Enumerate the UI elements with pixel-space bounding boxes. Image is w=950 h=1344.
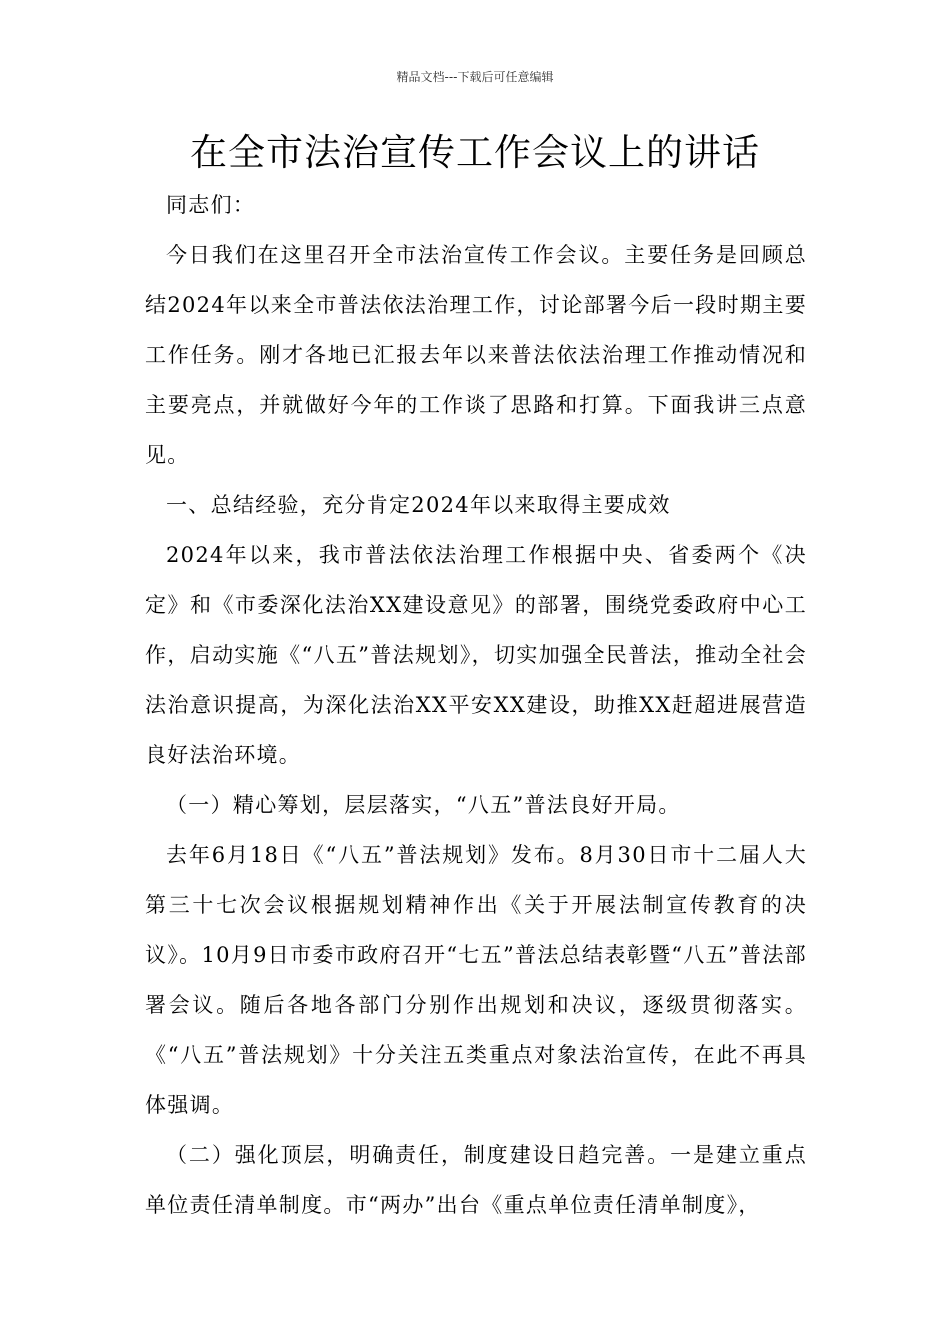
document-title: 在全市法治宣传工作会议上的讲话 xyxy=(190,131,760,174)
salutation: 同志们： xyxy=(166,193,256,217)
paragraph-top-level: （二）强化顶层，明确责任，制度建设日趋完善。一是建立重点单位责任清单制度。市“两办”出台《重点单位责任清单制度》， xyxy=(145,1143,807,1217)
section-heading-1: 一、总结经验，充分肯定2024年以来取得主要成效 xyxy=(166,493,671,517)
paragraph-intro: 今日我们在这里召开全市法治宣传工作会议。主要任务是回顾总结2024年以来全市普法依法治理工作，讨论部署今后一段时期主要工作任务。刚才各地已汇报去年以来普法依法治理工作推动情况和主要亮点，并就做好今年的工作谈了思路和打算。下面我讲三点意见。 xyxy=(145,243,807,467)
paragraph-planning: 去年6月18日《“八五”普法规划》发布。8月30日市十二届人大第三十七次会议根据规划精神作出《关于开展法制宣传教育的决议》。10月9日市委市政府召开“七五”普法总结表彰暨“八五”普法部署会议。随后各地各部门分别作出规划和决议，逐级贯彻落实。《“八五”普法规划》十分关注五类重点对象法治宣传，在此不再具体强调。 xyxy=(145,843,807,1117)
document-body xyxy=(145,180,807,1230)
paragraph-summary: 2024年以来，我市普法依法治理工作根据中央、省委两个《决定》和《市委深化法治XX建设意见》的部署，围绕党委政府中心工作，启动实施《“八五”普法规划》，切实加强全民普法，推动全社会法治意识提高，为深化法治XX平安XX建设，助推XX赶超进展营造良好法治环境。 xyxy=(145,543,807,767)
header-note: 精品文档---下载后可任意编辑 xyxy=(396,70,554,84)
subsection-heading-1: （一）精心筹划，层层落实，“八五”普法良好开局。 xyxy=(166,793,681,817)
